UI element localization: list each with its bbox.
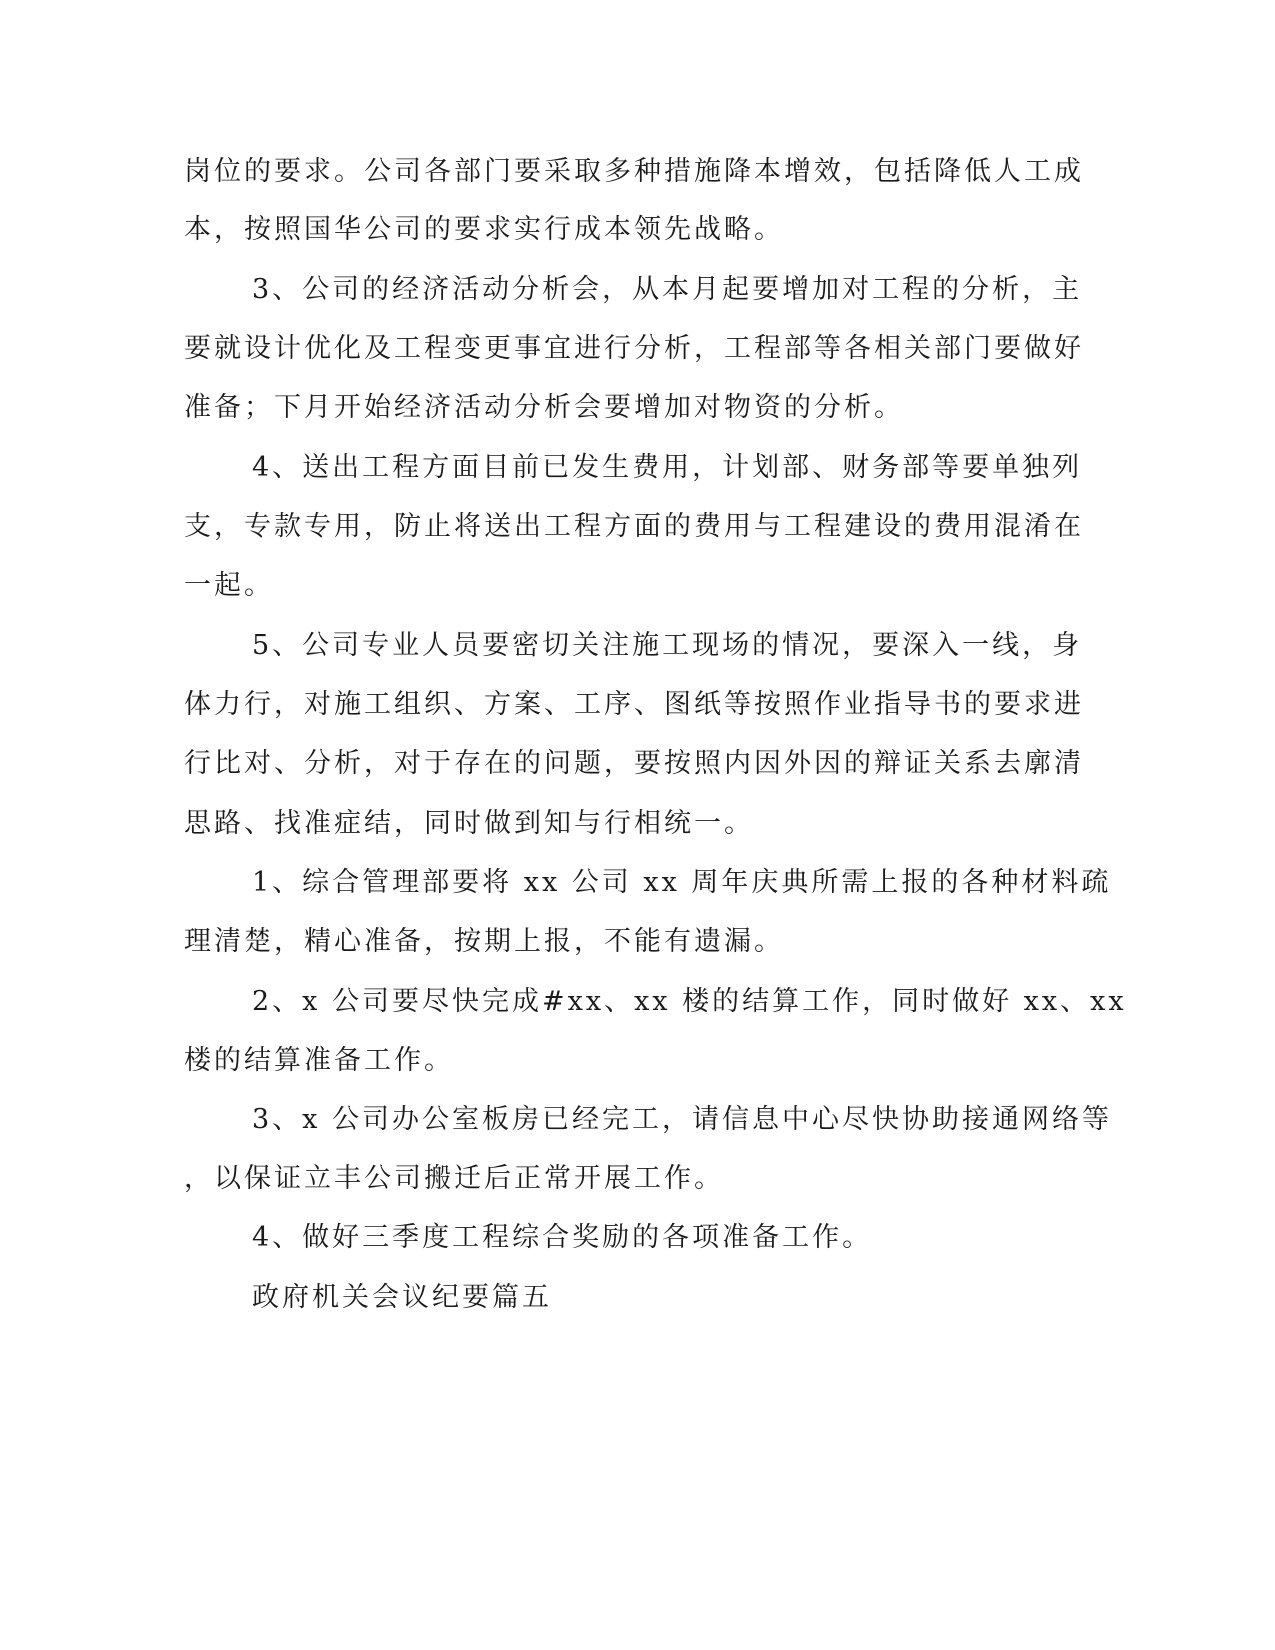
text-line-16: 楼的结算准备工作。 [184,1045,454,1076]
text-line-6: 4、送出工程方面目前已发生费用，计划部、财务部等要单独列 [252,452,1083,483]
text-line-19: 4、做好三季度工程综合奖励的各项准备工作。 [252,1222,873,1253]
text-line-11: 行比对、分析，对于存在的问题，要按照内因外因的辩证关系去廓清 [184,748,1084,779]
text-line-8: 一起。 [184,570,274,601]
text-line-4: 要就设计优化及工程变更事宜进行分析，工程部等各相关部门要做好 [184,333,1084,364]
text-line-2: 本，按照国华公司的要求实行成本领先战略。 [184,214,784,245]
text-line-13: 1、综合管理部要将 xx 公司 xx 周年庆典所需上报的各种材料疏 [252,867,1112,898]
text-line-3: 3、公司的经济活动分析会，从本月起要增加对工程的分析，主 [252,274,1083,305]
text-line-10: 体力行，对施工组织、方案、工序、图纸等按照作业指导书的要求进 [184,689,1084,720]
text-line-18: ，以保证立丰公司搬迁后正常开展工作。 [184,1163,724,1194]
text-line-9: 5、公司专业人员要密切关注施工现场的情况，要深入一线，身 [252,630,1083,661]
section-heading: 政府机关会议纪要篇五 [252,1282,552,1313]
text-line-17: 3、x 公司办公室板房已经完工，请信息中心尽快协助接通网络等 [252,1104,1112,1135]
text-line-7: 支，专款专用，防止将送出工程方面的费用与工程建设的费用混淆在 [184,511,1084,542]
text-line-5: 准备；下月开始经济活动分析会要增加对物资的分析。 [184,392,904,423]
text-line-1: 岗位的要求。公司各部门要采取多种措施降本增效，包括降低人工成 [184,156,1084,187]
text-line-14: 理清楚，精心准备，按期上报，不能有遗漏。 [184,926,784,957]
text-line-12: 思路、找准症结，同时做到知与行相统一。 [184,808,754,839]
text-line-15: 2、x 公司要尽快完成#xx、xx 楼的结算工作，同时做好 xx、xx [252,986,1127,1017]
